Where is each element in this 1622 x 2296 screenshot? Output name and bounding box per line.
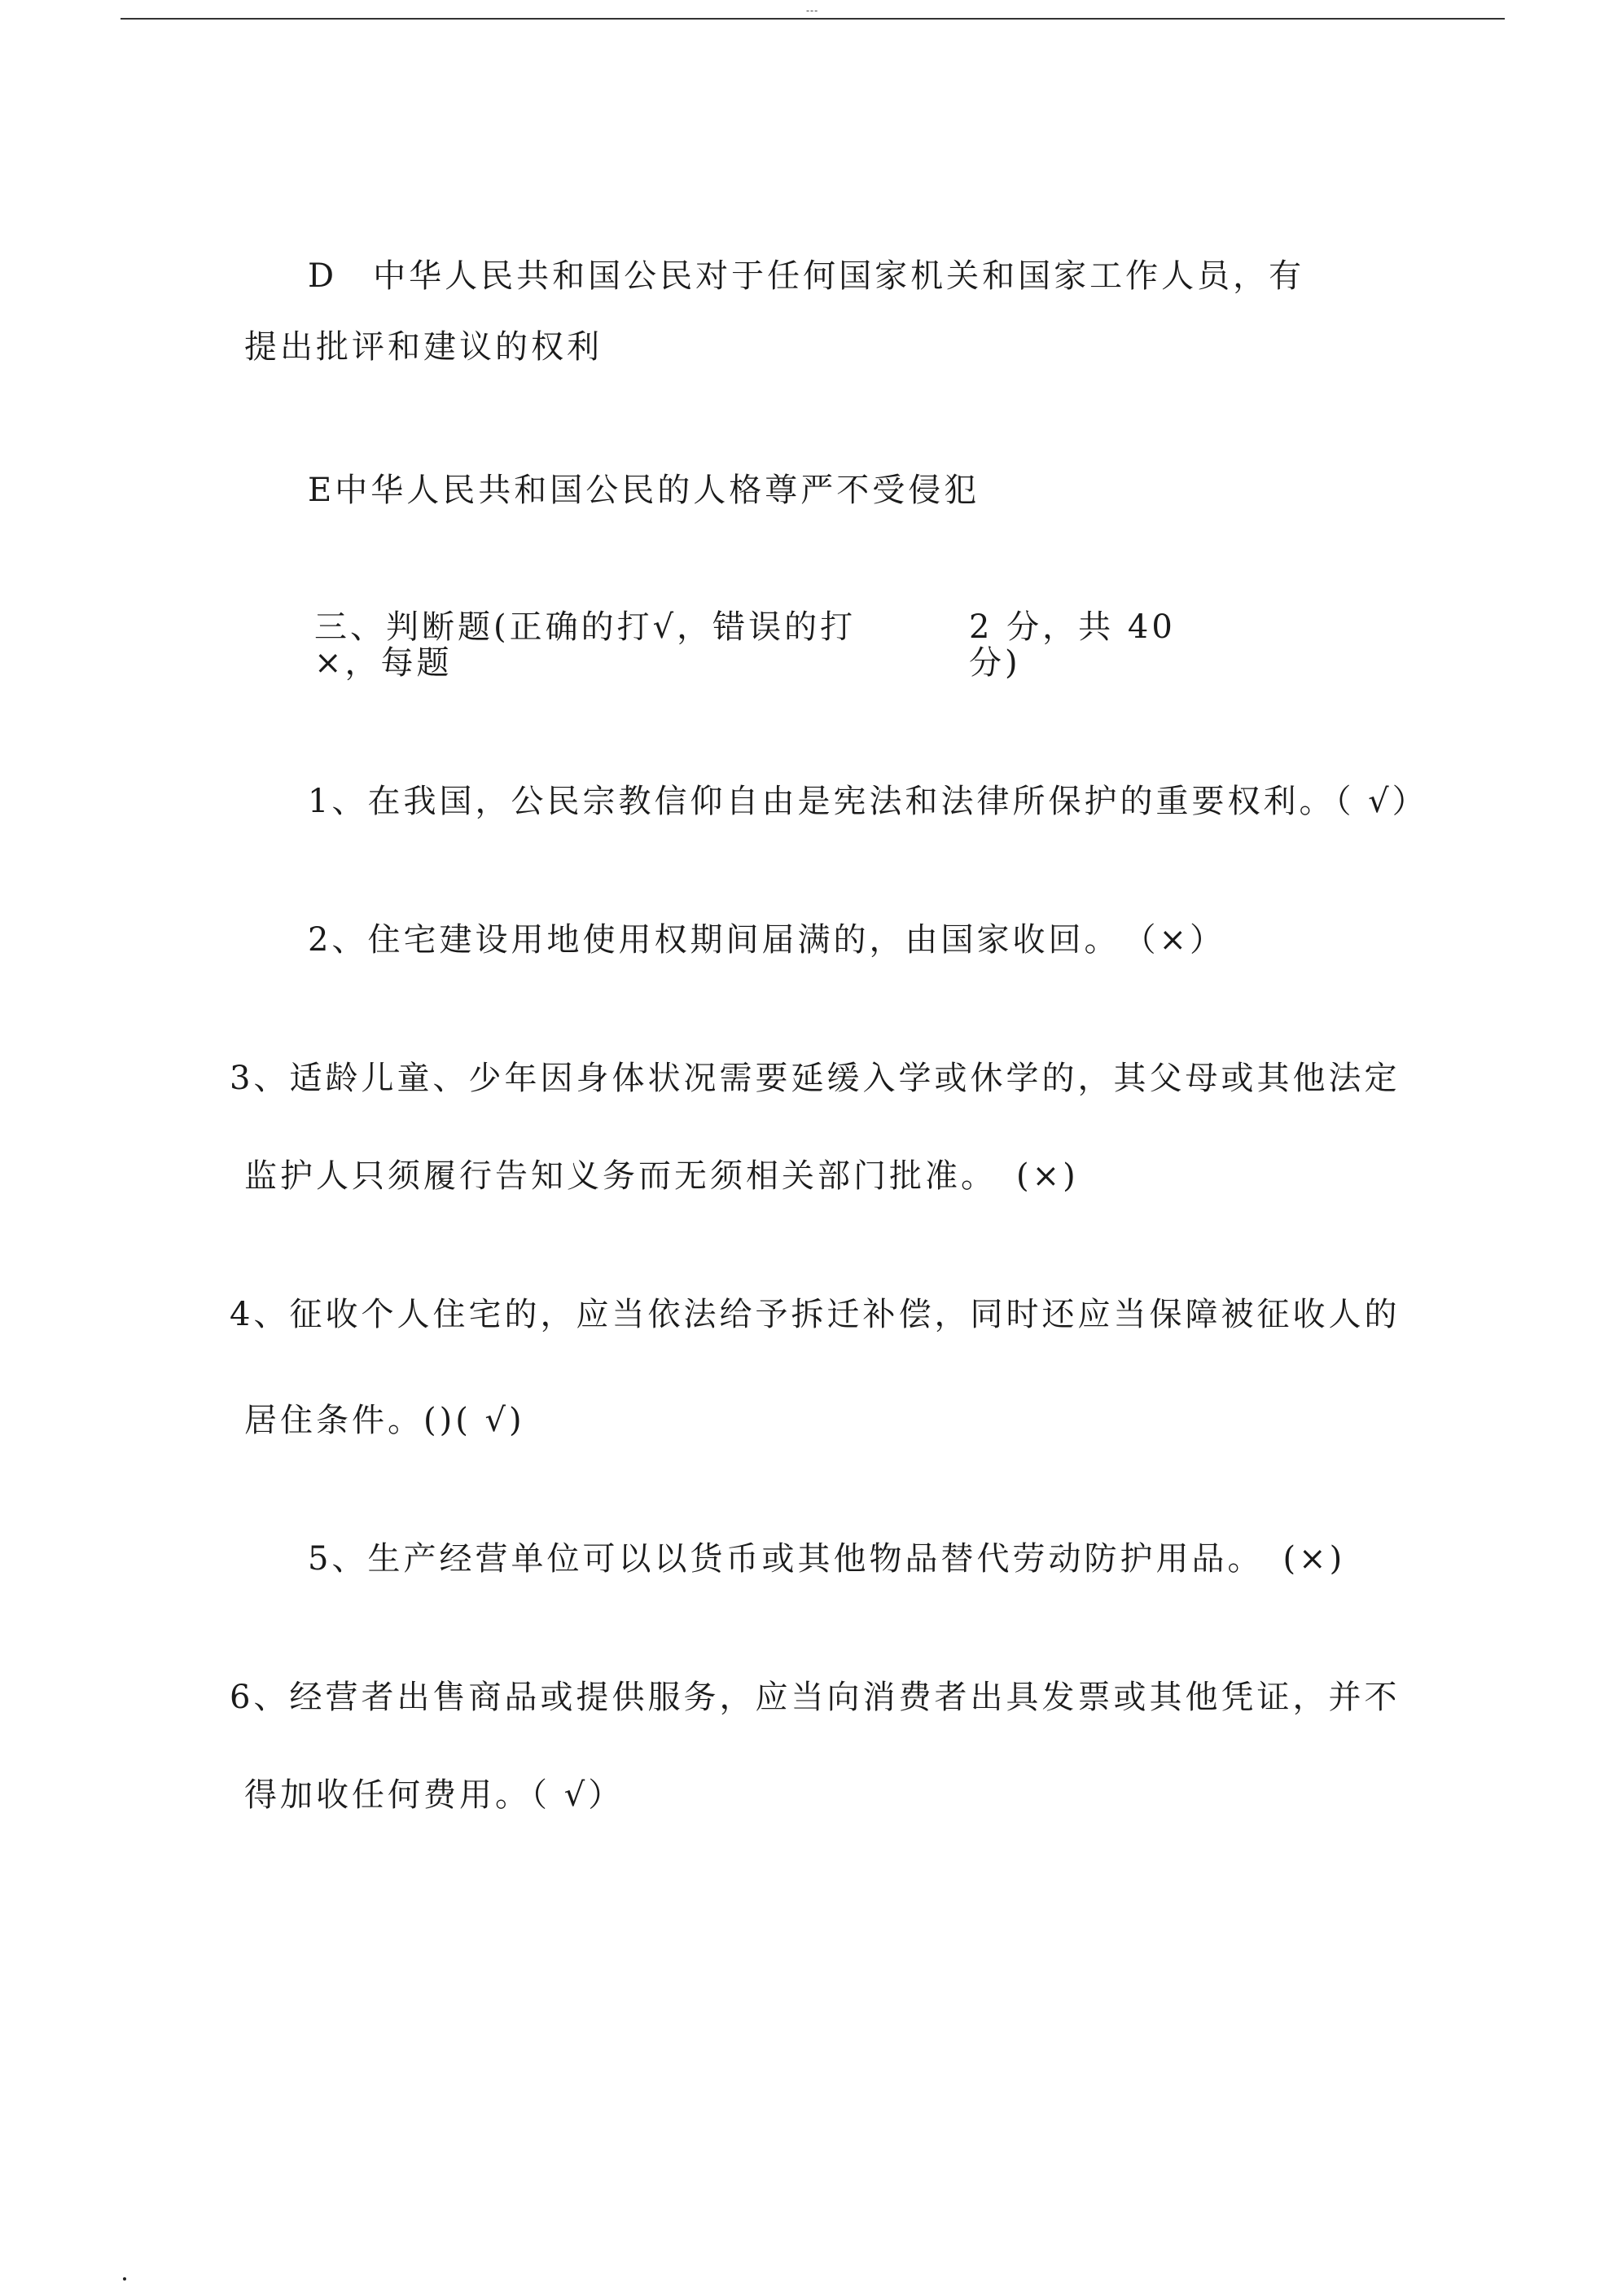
question-3-line1: 3、适龄儿童、少年因身体状况需要延缓入学或休学的，其父母或其他法定 — [230, 1060, 1401, 1097]
section3-heading-left-line1: 三、判断题(正确的打√，错误的打 — [314, 608, 857, 646]
footer-dot — [123, 2277, 126, 2281]
question-4-line2: 居住条件。()( √) — [244, 1402, 525, 1439]
question-2: 2、住宅建设用地使用权期间届满的，由国家收回。 （×） — [308, 921, 1225, 959]
option-e-line: E中华人民共和国公民的人格尊严不受侵犯 — [308, 472, 980, 509]
question-3-line2: 监护人只须履行告知义务而无须相关部门批准。 (×) — [244, 1157, 1079, 1195]
option-d-line1: D 中华人民共和国公民对于任何国家机关和国家工作人员，有 — [308, 257, 1305, 295]
question-4-line1: 4、征收个人住宅的，应当依法给予拆迁补偿，同时还应当保障被征收人的 — [230, 1296, 1401, 1333]
section3-heading-left-line2: ×，每题 — [314, 644, 453, 682]
question-6-line2: 得加收任何费用。（ √） — [244, 1776, 625, 1814]
question-1: 1、在我国，公民宗教信仰自由是宪法和法律所保护的重要权利。（ √） — [308, 783, 1428, 820]
option-d-line2: 提出批评和建议的权利 — [244, 328, 603, 366]
header-mark: --- — [806, 5, 819, 16]
header-rule — [121, 18, 1505, 20]
question-5: 5、生产经营单位可以以货币或其他物品替代劳动防护用品。 (×) — [308, 1540, 1346, 1578]
question-6-line1: 6、经营者出售商品或提供服务，应当向消费者出具发票或其他凭证，并不 — [230, 1679, 1401, 1716]
section3-heading-right-line2: 分) — [969, 644, 1021, 682]
section3-heading-right-line1: 2 分，共 40 — [969, 608, 1176, 646]
